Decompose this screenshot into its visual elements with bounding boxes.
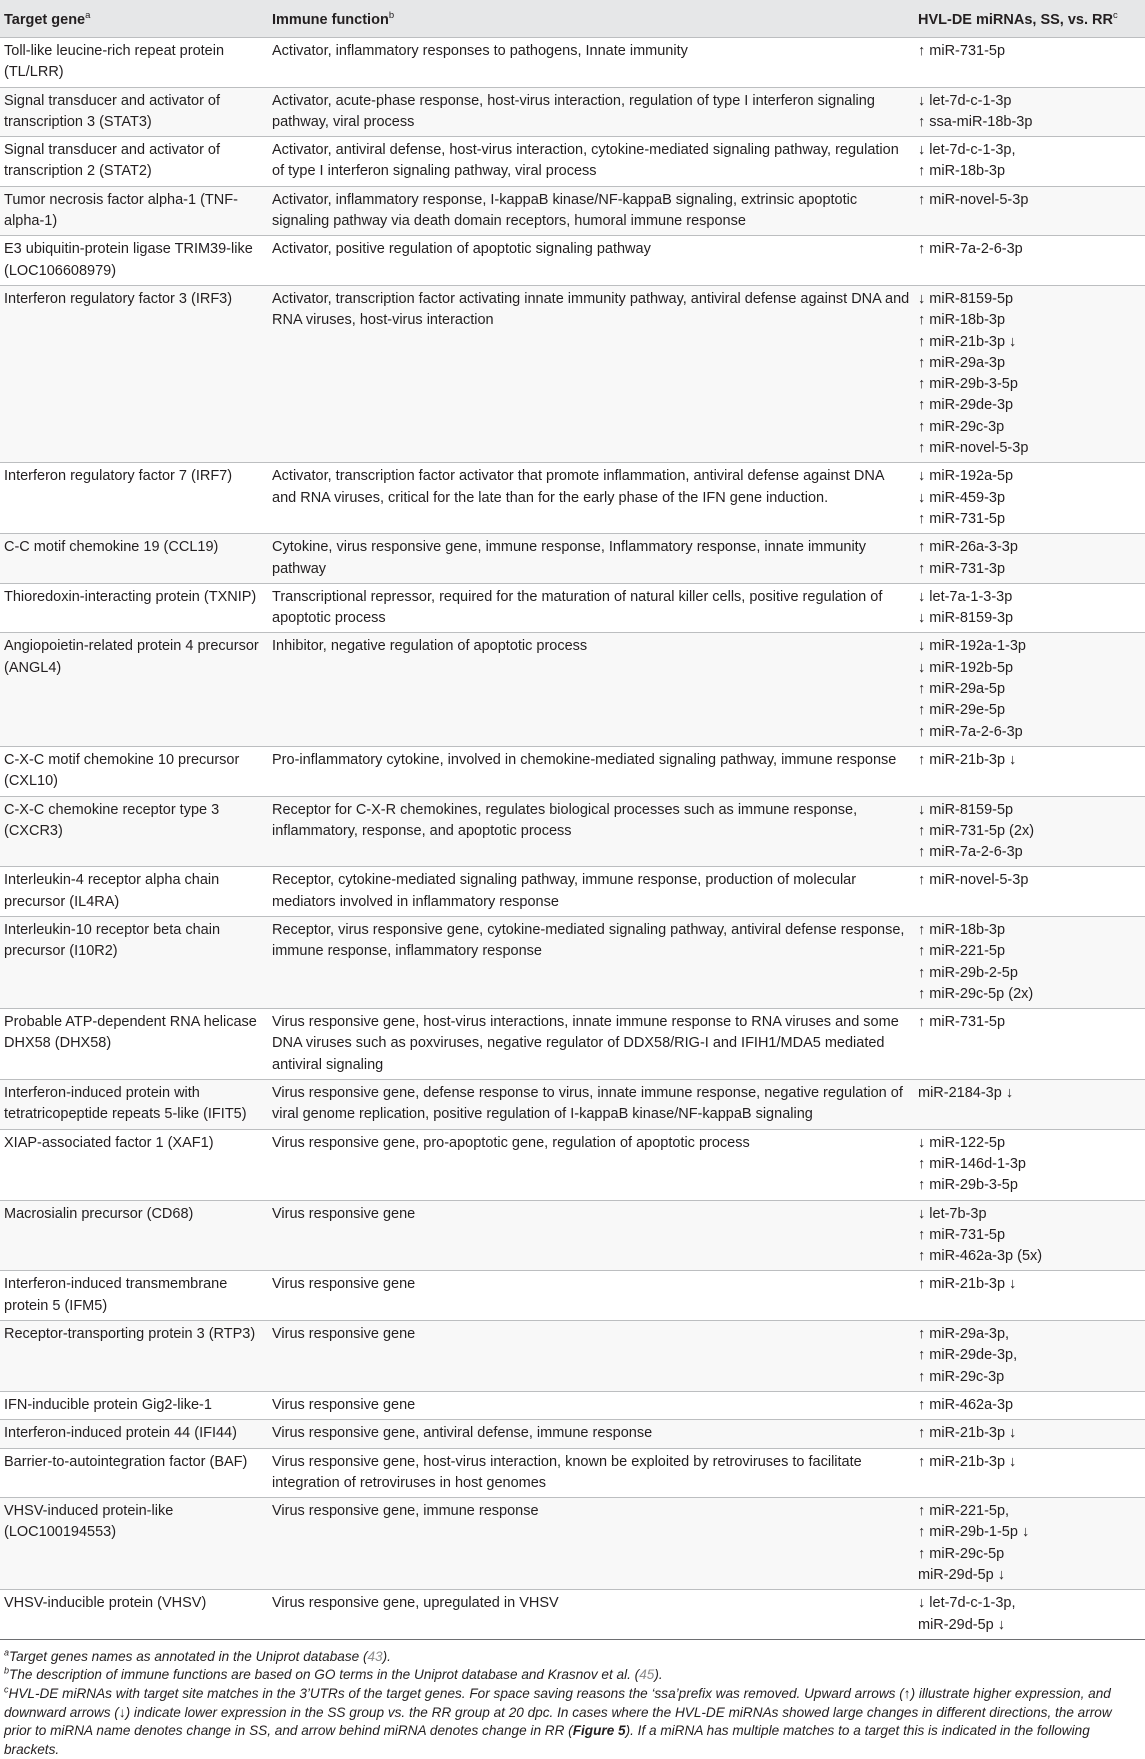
mirna-entry: ↑ miR-21b-3p ↓	[918, 1425, 1017, 1442]
mirna-entry: ↓ miR-122-5p	[918, 1134, 1006, 1151]
mirnas-cell	[914, 1321, 1145, 1392]
mirna-entry: ↑ miR-29a-3p	[918, 354, 1006, 371]
mirna-entry: ↑ miR-731-5p (2x)	[918, 822, 1035, 839]
mirna-entry: ↑ miR-731-5p	[918, 510, 1006, 527]
immune-function-cell: Virus responsive gene, antiviral defense, immune response	[268, 1420, 914, 1448]
mirnas-cell	[914, 1009, 1145, 1080]
table-row	[0, 38, 1145, 88]
mirnas-cell	[914, 1200, 1145, 1271]
immune-function-cell: Virus responsive gene, immune response	[268, 1498, 914, 1590]
immune-function-cell: Activator, positive regulation of apoptotic signaling pathway	[268, 236, 914, 286]
mirna-entry: miR-29d-5p ↓	[918, 1616, 1006, 1633]
header-immune-function: Immune function$^b$	[268, 0, 914, 38]
table-row	[0, 1448, 1145, 1498]
target-gene-cell: Toll-like leucine-rich repeat protein (TL/LRR)	[0, 38, 268, 88]
mirna-entry: ↑ miR-221-5p	[918, 943, 1006, 960]
table-row	[0, 87, 1145, 137]
mirna-entry: ↑ miR-462a-3p	[918, 1396, 1014, 1413]
mirna-entry: ↓ miR-192b-5p	[918, 659, 1014, 676]
target-gene-cell: Angiopoietin-related protein 4 precursor (ANGL4)	[0, 633, 268, 746]
mirnas-cell	[914, 1420, 1145, 1448]
target-gene-cell: C-C motif chemokine 19 (CCL19)	[0, 534, 268, 584]
mirnas-cell	[914, 463, 1145, 534]
table-row	[0, 633, 1145, 746]
table-header-row	[0, 0, 1145, 38]
mirna-entry: ↑ miR-18b-3p	[918, 163, 1006, 180]
mirna-entry: ↑ miR-731-5p	[918, 43, 1006, 59]
mirnas-cell	[914, 583, 1145, 633]
table-footnotes	[0, 1640, 1145, 1759]
target-gene-cell: Signal transducer and activator of transcription 3 (STAT3)	[0, 87, 268, 137]
table-row	[0, 1391, 1145, 1419]
mirna-entry: ↑ miR-29b-2-5p	[918, 964, 1018, 981]
table-row	[0, 1129, 1145, 1200]
mirna-entry: ↑ miR-29b-3-5p	[918, 376, 1018, 393]
mirna-entry: ↑ miR-731-5p	[918, 1226, 1006, 1243]
target-gene-cell: XIAP-associated factor 1 (XAF1)	[0, 1129, 268, 1200]
mirnas-cell	[914, 534, 1145, 584]
table-row	[0, 1200, 1145, 1271]
mirna-entry: ↑ miR-731-3p	[918, 560, 1006, 577]
table-row	[0, 285, 1145, 462]
footnote-c: $^c$HVL-DE miRNAs with target site matches in the 3’UTRs of the target genes. For space saving reasons the ‘ssa’prefix was removed. Upward arrows (↑) illustrate higher expression, and downward arrows (↓) indicate lower expression in the SS group vs. the RR group at 20 dpc. In cases where the HVL-DE miRNAs showed large changes in different directions, the arrow prior to miRNA name denotes change in SS, and arrow behind miRNA denotes change in RR (Figure 5). If a miRNA has multiple matches to a target this is indicated in the following brackets.	[4, 1684, 1112, 1757]
target-gene-cell: VHSV-induced protein-like (LOC100194553)	[0, 1498, 268, 1590]
mirna-entry: ↑ miR-29c-5p (2x)	[918, 985, 1034, 1002]
table-row	[0, 916, 1145, 1008]
mirnas-cell	[914, 1590, 1145, 1640]
table-row	[0, 186, 1145, 236]
mirnas-cell	[914, 916, 1145, 1008]
target-gene-cell: Interleukin-10 receptor beta chain precursor (I10R2)	[0, 916, 268, 1008]
mirna-entry: ↑ miR-7a-2-6-3p	[918, 241, 1023, 258]
figure-link[interactable]: Figure 5	[572, 1723, 626, 1739]
mirna-entry: ↓ miR-192a-1-3p	[918, 638, 1026, 655]
immune-function-cell: Activator, inflammatory response, I-kappaB kinase/NF-kappaB signaling, extrinsic apoptotic signaling pathway via death domain receptors, humoral immune response	[268, 186, 914, 236]
immune-function-cell: Virus responsive gene	[268, 1321, 914, 1392]
target-gene-cell: Tumor necrosis factor alpha-1 (TNF-alpha-1)	[0, 186, 268, 236]
table-row	[0, 583, 1145, 633]
table-row	[0, 796, 1145, 867]
immune-function-cell: Virus responsive gene	[268, 1391, 914, 1419]
mirna-entry: miR-29d-5p ↓	[918, 1567, 1006, 1583]
mirna-entry: ↓ miR-459-3p	[918, 489, 1006, 506]
reference-link[interactable]: 43	[367, 1648, 383, 1664]
footnote-a: $^a$Target genes names as annotated in the Uniprot database (43).	[4, 1647, 391, 1664]
mirna-entry: ↑ miR-novel-5-3p	[918, 191, 1029, 208]
mirnas-cell	[914, 746, 1145, 796]
mirna-entry: ↑ miR-29c-5p	[918, 1545, 1005, 1562]
mirna-entry: ↑ miR-29b-1-5p ↓	[918, 1524, 1030, 1541]
immune-function-cell: Virus responsive gene	[268, 1271, 914, 1321]
mirna-entry: ↓ miR-8159-3p	[918, 610, 1014, 627]
immune-function-cell: Virus responsive gene, upregulated in VHSV	[268, 1590, 914, 1640]
table-row	[0, 1420, 1145, 1448]
target-gene-cell: IFN-inducible protein Gig2-like-1	[0, 1391, 268, 1419]
mirna-entry: ↑ miR-29a-3p,	[918, 1326, 1010, 1343]
mirna-entry: ↑ miR-21b-3p ↓	[918, 751, 1017, 768]
immune-function-cell: Activator, inflammatory responses to pathogens, Innate immunity	[268, 38, 914, 88]
mirna-entry: ↑ miR-29de-3p	[918, 397, 1014, 414]
reference-link[interactable]: 45	[639, 1667, 655, 1683]
mirna-entry: ↑ miR-21b-3p ↓	[918, 1453, 1017, 1470]
mirna-entry: ↓ let-7a-1-3-3p	[918, 588, 1013, 605]
table-row	[0, 1321, 1145, 1392]
immune-function-cell: Receptor, cytokine-mediated signaling pathway, immune response, production of molecular mediators involved in inflammatory response	[268, 867, 914, 917]
table-body	[0, 38, 1145, 1640]
mirna-entry: ↑ miR-29c-3p	[918, 418, 1005, 435]
mirnas-cell	[914, 796, 1145, 867]
immune-function-cell: Inhibitor, negative regulation of apoptotic process	[268, 633, 914, 746]
mirnas-cell	[914, 867, 1145, 917]
mirna-entry: ↑ miR-18b-3p	[918, 312, 1006, 329]
mirna-entry: miR-2184-3p ↓	[918, 1085, 1014, 1102]
table-row	[0, 1009, 1145, 1080]
mirna-entry: ↑ miR-novel-5-3p	[918, 872, 1029, 889]
mirna-entry: ↓ let-7d-c-1-3p,	[918, 142, 1016, 159]
mirnas-cell	[914, 1391, 1145, 1419]
table-row	[0, 867, 1145, 917]
immune-function-cell: Transcriptional repressor, required for the maturation of natural killer cells, positive regulation of apoptotic process	[268, 583, 914, 633]
table-row	[0, 236, 1145, 286]
mirna-entry: ↑ miR-26a-3-3p	[918, 539, 1018, 556]
footnote-b: $^b$The description of immune functions are based on GO terms in the Uniprot database and Krasnov et al. (45).	[4, 1665, 663, 1683]
target-gene-cell: Probable ATP-dependent RNA helicase DHX58 (DHX58)	[0, 1009, 268, 1080]
mirna-entry: ↑ miR-462a-3p (5x)	[918, 1248, 1043, 1265]
target-gene-cell: Interleukin-4 receptor alpha chain precursor (IL4RA)	[0, 867, 268, 917]
mirnas-cell	[914, 633, 1145, 746]
mirna-entry: ↓ let-7d-c-1-3p	[918, 92, 1012, 109]
mirna-entry: ↑ miR-29de-3p,	[918, 1347, 1018, 1364]
table-row	[0, 534, 1145, 584]
table-row	[0, 1080, 1145, 1130]
immune-function-cell: Virus responsive gene, host-virus interactions, innate immune response to RNA viruses and some DNA viruses such as poxviruses, negative regulator of DDX58/RIG-I and IFIH1/MDA5 mediated antiviral signaling	[268, 1009, 914, 1080]
immune-function-cell: Virus responsive gene, host-virus interaction, known be exploited by retroviruses to facilitate integration of retroviruses in host genomes	[268, 1448, 914, 1498]
mirnas-cell	[914, 1080, 1145, 1130]
immune-function-cell: Activator, antiviral defense, host-virus interaction, cytokine-mediated signaling pathway, regulation of type I interferon signaling pathway, viral process	[268, 137, 914, 187]
mirna-entry: ↑ miR-7a-2-6-3p	[918, 844, 1023, 861]
table-row	[0, 1271, 1145, 1321]
mirnas-cell	[914, 285, 1145, 462]
target-gene-cell: VHSV-inducible protein (VHSV)	[0, 1590, 268, 1640]
immune-function-cell: Virus responsive gene, pro-apoptotic gene, regulation of apoptotic process	[268, 1129, 914, 1200]
mirna-entry: ↑ miR-731-5p	[918, 1014, 1006, 1031]
mirna-entry: ↑ miR-21b-3p ↓	[918, 1276, 1017, 1293]
immune-function-cell: Pro-inflammatory cytokine, involved in chemokine-mediated signaling pathway, immune response	[268, 746, 914, 796]
target-gene-cell: Interferon-induced transmembrane protein 5 (IFM5)	[0, 1271, 268, 1321]
mirna-entry: ↑ miR-21b-3p ↓	[918, 333, 1017, 350]
target-gene-cell: C-X-C chemokine receptor type 3 (CXCR3)	[0, 796, 268, 867]
mirnas-cell	[914, 38, 1145, 88]
header-target-gene: Target gene$^a$	[0, 0, 268, 38]
target-gene-cell: Macrosialin precursor (CD68)	[0, 1200, 268, 1271]
immune-function-cell: Activator, transcription factor activator that promote inflammation, antiviral defense against DNA and RNA viruses, critical for the late than for the early phase of the IFN gene induction.	[268, 463, 914, 534]
mirnas-cell	[914, 1448, 1145, 1498]
target-gene-cell: E3 ubiquitin-protein ligase TRIM39-like (LOC106608979)	[0, 236, 268, 286]
target-gene-cell: Barrier-to-autointegration factor (BAF)	[0, 1448, 268, 1498]
immune-function-cell: Activator, transcription factor activating innate immunity pathway, antiviral defense against DNA and RNA viruses, host-virus interaction	[268, 285, 914, 462]
target-gene-cell: C-X-C motif chemokine 10 precursor (CXL10)	[0, 746, 268, 796]
target-gene-cell: Receptor-transporting protein 3 (RTP3)	[0, 1321, 268, 1392]
mirna-entry: ↑ miR-29c-3p	[918, 1368, 1005, 1385]
mirna-entry: ↓ let-7b-3p	[918, 1205, 987, 1222]
mirnas-cell	[914, 137, 1145, 187]
mirna-entry: ↑ miR-29b-3-5p	[918, 1177, 1018, 1194]
mirna-entry: ↑ miR-29a-5p	[918, 681, 1006, 698]
mirnas-cell	[914, 87, 1145, 137]
mirna-entry: ↓ miR-192a-5p	[918, 468, 1014, 485]
target-gene-cell: Interferon-induced protein 44 (IFI44)	[0, 1420, 268, 1448]
target-gene-cell: Signal transducer and activator of transcription 2 (STAT2)	[0, 137, 268, 187]
mirna-entry: ↓ miR-8159-5p	[918, 801, 1014, 818]
mirna-entry: ↓ miR-8159-5p	[918, 290, 1014, 307]
table-row	[0, 1498, 1145, 1590]
mirna-entry: ↑ miR-7a-2-6-3p	[918, 723, 1023, 740]
immune-function-cell: Virus responsive gene, defense response to virus, innate immune response, negative regulation of viral genome replication, positive regulation of I-kappaB kinase/NF-kappaB signaling	[268, 1080, 914, 1130]
mirna-entry: ↑ miR-18b-3p	[918, 921, 1006, 938]
immune-function-cell: Receptor for C-X-R chemokines, regulates biological processes such as immune response, inflammatory, response, and apoptotic process	[268, 796, 914, 867]
immune-function-cell: Virus responsive gene	[268, 1200, 914, 1271]
immune-function-cell: Activator, acute-phase response, host-virus interaction, regulation of type I interferon signaling pathway, viral process	[268, 87, 914, 137]
immune-function-cell: Receptor, virus responsive gene, cytokine-mediated signaling pathway, antiviral defense response, immune response, inflammatory response	[268, 916, 914, 1008]
table-row	[0, 1590, 1145, 1640]
mirna-entry: ↑ miR-29e-5p	[918, 702, 1006, 719]
mirna-entry: ↑ miR-146d-1-3p	[918, 1155, 1026, 1172]
mirnas-cell	[914, 186, 1145, 236]
mirnas-cell	[914, 236, 1145, 286]
mirnas-cell	[914, 1271, 1145, 1321]
immune-function-cell: Cytokine, virus responsive gene, immune response, Inflammatory response, innate immunity pathway	[268, 534, 914, 584]
table-row	[0, 463, 1145, 534]
mirna-entry: ↑ miR-novel-5-3p	[918, 440, 1029, 457]
table-row	[0, 746, 1145, 796]
target-gene-cell: Interferon-induced protein with tetratricopeptide repeats 5-like (IFIT5)	[0, 1080, 268, 1130]
target-gene-cell: Interferon regulatory factor 7 (IRF7)	[0, 463, 268, 534]
mirna-entry: ↓ let-7d-c-1-3p,	[918, 1595, 1016, 1612]
target-gene-cell: Interferon regulatory factor 3 (IRF3)	[0, 285, 268, 462]
header-mirnas: HVL-DE miRNAs, SS, vs. $RR^c$	[914, 0, 1145, 38]
mirna-entry: ↑ ssa-miR-18b-3p	[918, 113, 1033, 130]
mirnas-cell	[914, 1498, 1145, 1590]
table-row	[0, 137, 1145, 187]
target-gene-cell: Thioredoxin-interacting protein (TXNIP)	[0, 583, 268, 633]
mirnas-cell	[914, 1129, 1145, 1200]
mirna-entry: ↑ miR-221-5p,	[918, 1503, 1010, 1520]
